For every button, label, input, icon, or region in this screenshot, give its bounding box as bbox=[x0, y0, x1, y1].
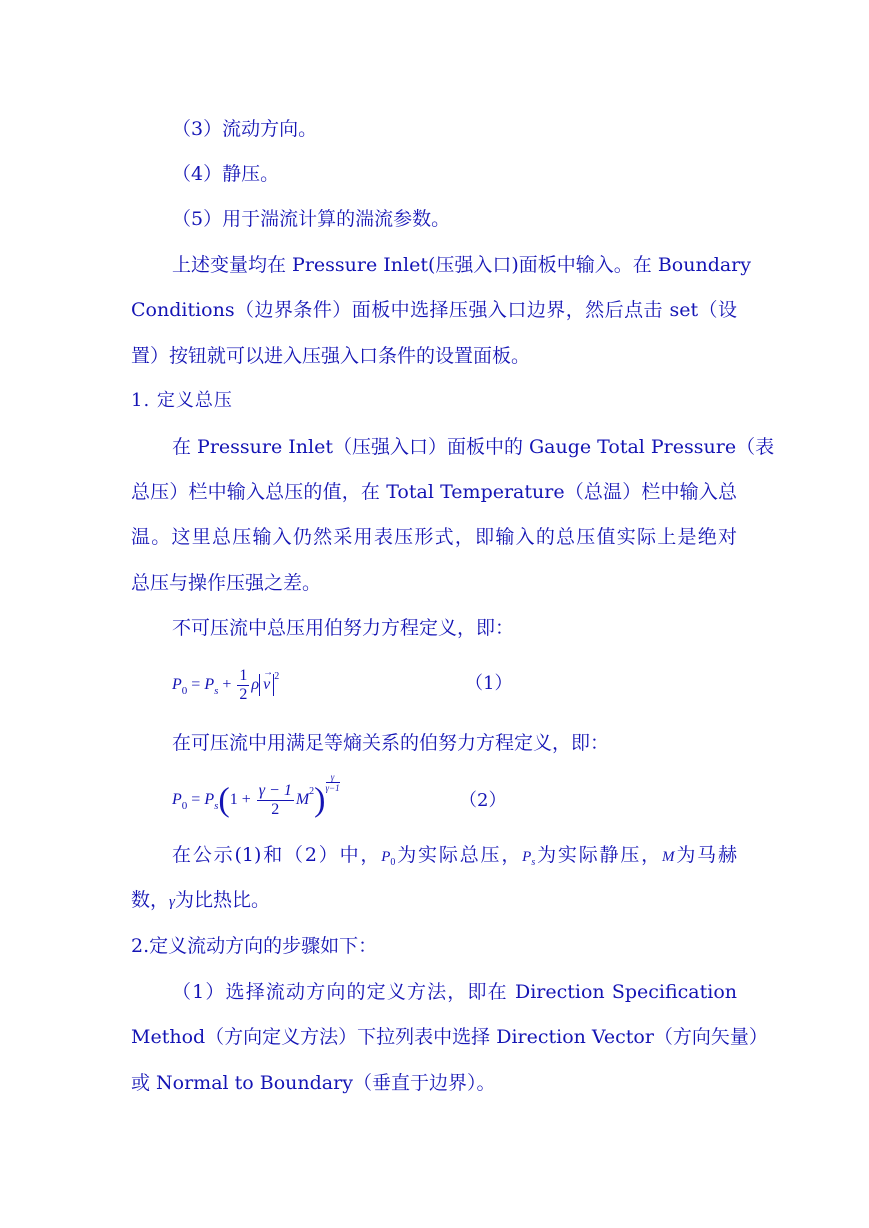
equation-2: $P_0 = P_s(1$ + $\frac{\gamma - 1}{2}$ $M^2$) $\frac{\gamma}{\gamma-1}$ bbox=[172, 772, 340, 819]
velocity-magnitude: → v bbox=[259, 674, 274, 696]
paragraph-line: Method（方向定义方法）下拉列表中选择 Direction Vector（方向矢量） bbox=[131, 1026, 768, 1048]
list-item-turbulence-params: （5）用于湍流计算的湍流参数。 bbox=[172, 208, 451, 230]
paragraph-line: 置）按钮就可以进入压强入口条件的设置面板。 bbox=[131, 345, 531, 367]
section-heading-flow-direction: 2.定义流动方向的步骤如下： bbox=[131, 935, 378, 957]
paragraph-line: 不可压流中总压用伯努力方程定义，即： bbox=[172, 617, 515, 639]
fraction-one-half: $\frac{1}{2}$ bbox=[239, 666, 248, 703]
equation-1: $P_0 = P_s$ + $\frac{1}{2}$ ρ → v $^2$ bbox=[172, 666, 280, 703]
paragraph-line: 总压）栏中输入总压的值，在 Total Temperature（总温）栏中输入总 bbox=[131, 481, 737, 503]
exponent-gamma-over-gamma-minus-one: $\frac{\gamma}{\gamma-1}$ bbox=[325, 772, 340, 793]
paragraph-line: 总压与操作压强之差。 bbox=[131, 572, 322, 594]
section-heading-total-pressure: 1. 定义总压 bbox=[131, 390, 233, 411]
paragraph-line: 在可压流中用满足等熵关系的伯努力方程定义，即： bbox=[172, 732, 610, 754]
paragraph-line: 上述变量均在 Pressure Inlet(压强入口)面板中输入。在 Boundary bbox=[172, 254, 752, 276]
list-item-flow-direction: （3）流动方向。 bbox=[172, 118, 318, 140]
paragraph-line: （1）选择流动方向的定义方法，即在 Direction Specification bbox=[172, 981, 737, 1003]
paragraph-definitions-line-2: 数，γ为比热比。 bbox=[131, 889, 270, 911]
paragraph-definitions-line-1: 在公示(1)和（2）中，$P_0$为实际总压，$P_s$为实际静压，M为马赫 bbox=[172, 844, 737, 868]
paragraph-line: 或 Normal to Boundary（垂直于边界）。 bbox=[131, 1072, 496, 1094]
paragraph-line: 在 Pressure Inlet（压强入口）面板中的 Gauge Total Pressure（表 bbox=[172, 436, 775, 458]
paragraph-line: 温。这里总压输入仍然采用表压形式，即输入的总压值实际上是绝对 bbox=[131, 526, 737, 548]
list-item-static-pressure: （4）静压。 bbox=[172, 163, 280, 185]
paragraph-line: Conditions（边界条件）面板中选择压强入口边界，然后点击 set（设 bbox=[131, 299, 737, 321]
equation-1-number: （1） bbox=[465, 673, 513, 694]
fraction-gamma-minus-one-over-two: $\frac{\gamma - 1}{2}$ bbox=[258, 781, 292, 818]
equation-2-number: （2） bbox=[459, 790, 507, 811]
